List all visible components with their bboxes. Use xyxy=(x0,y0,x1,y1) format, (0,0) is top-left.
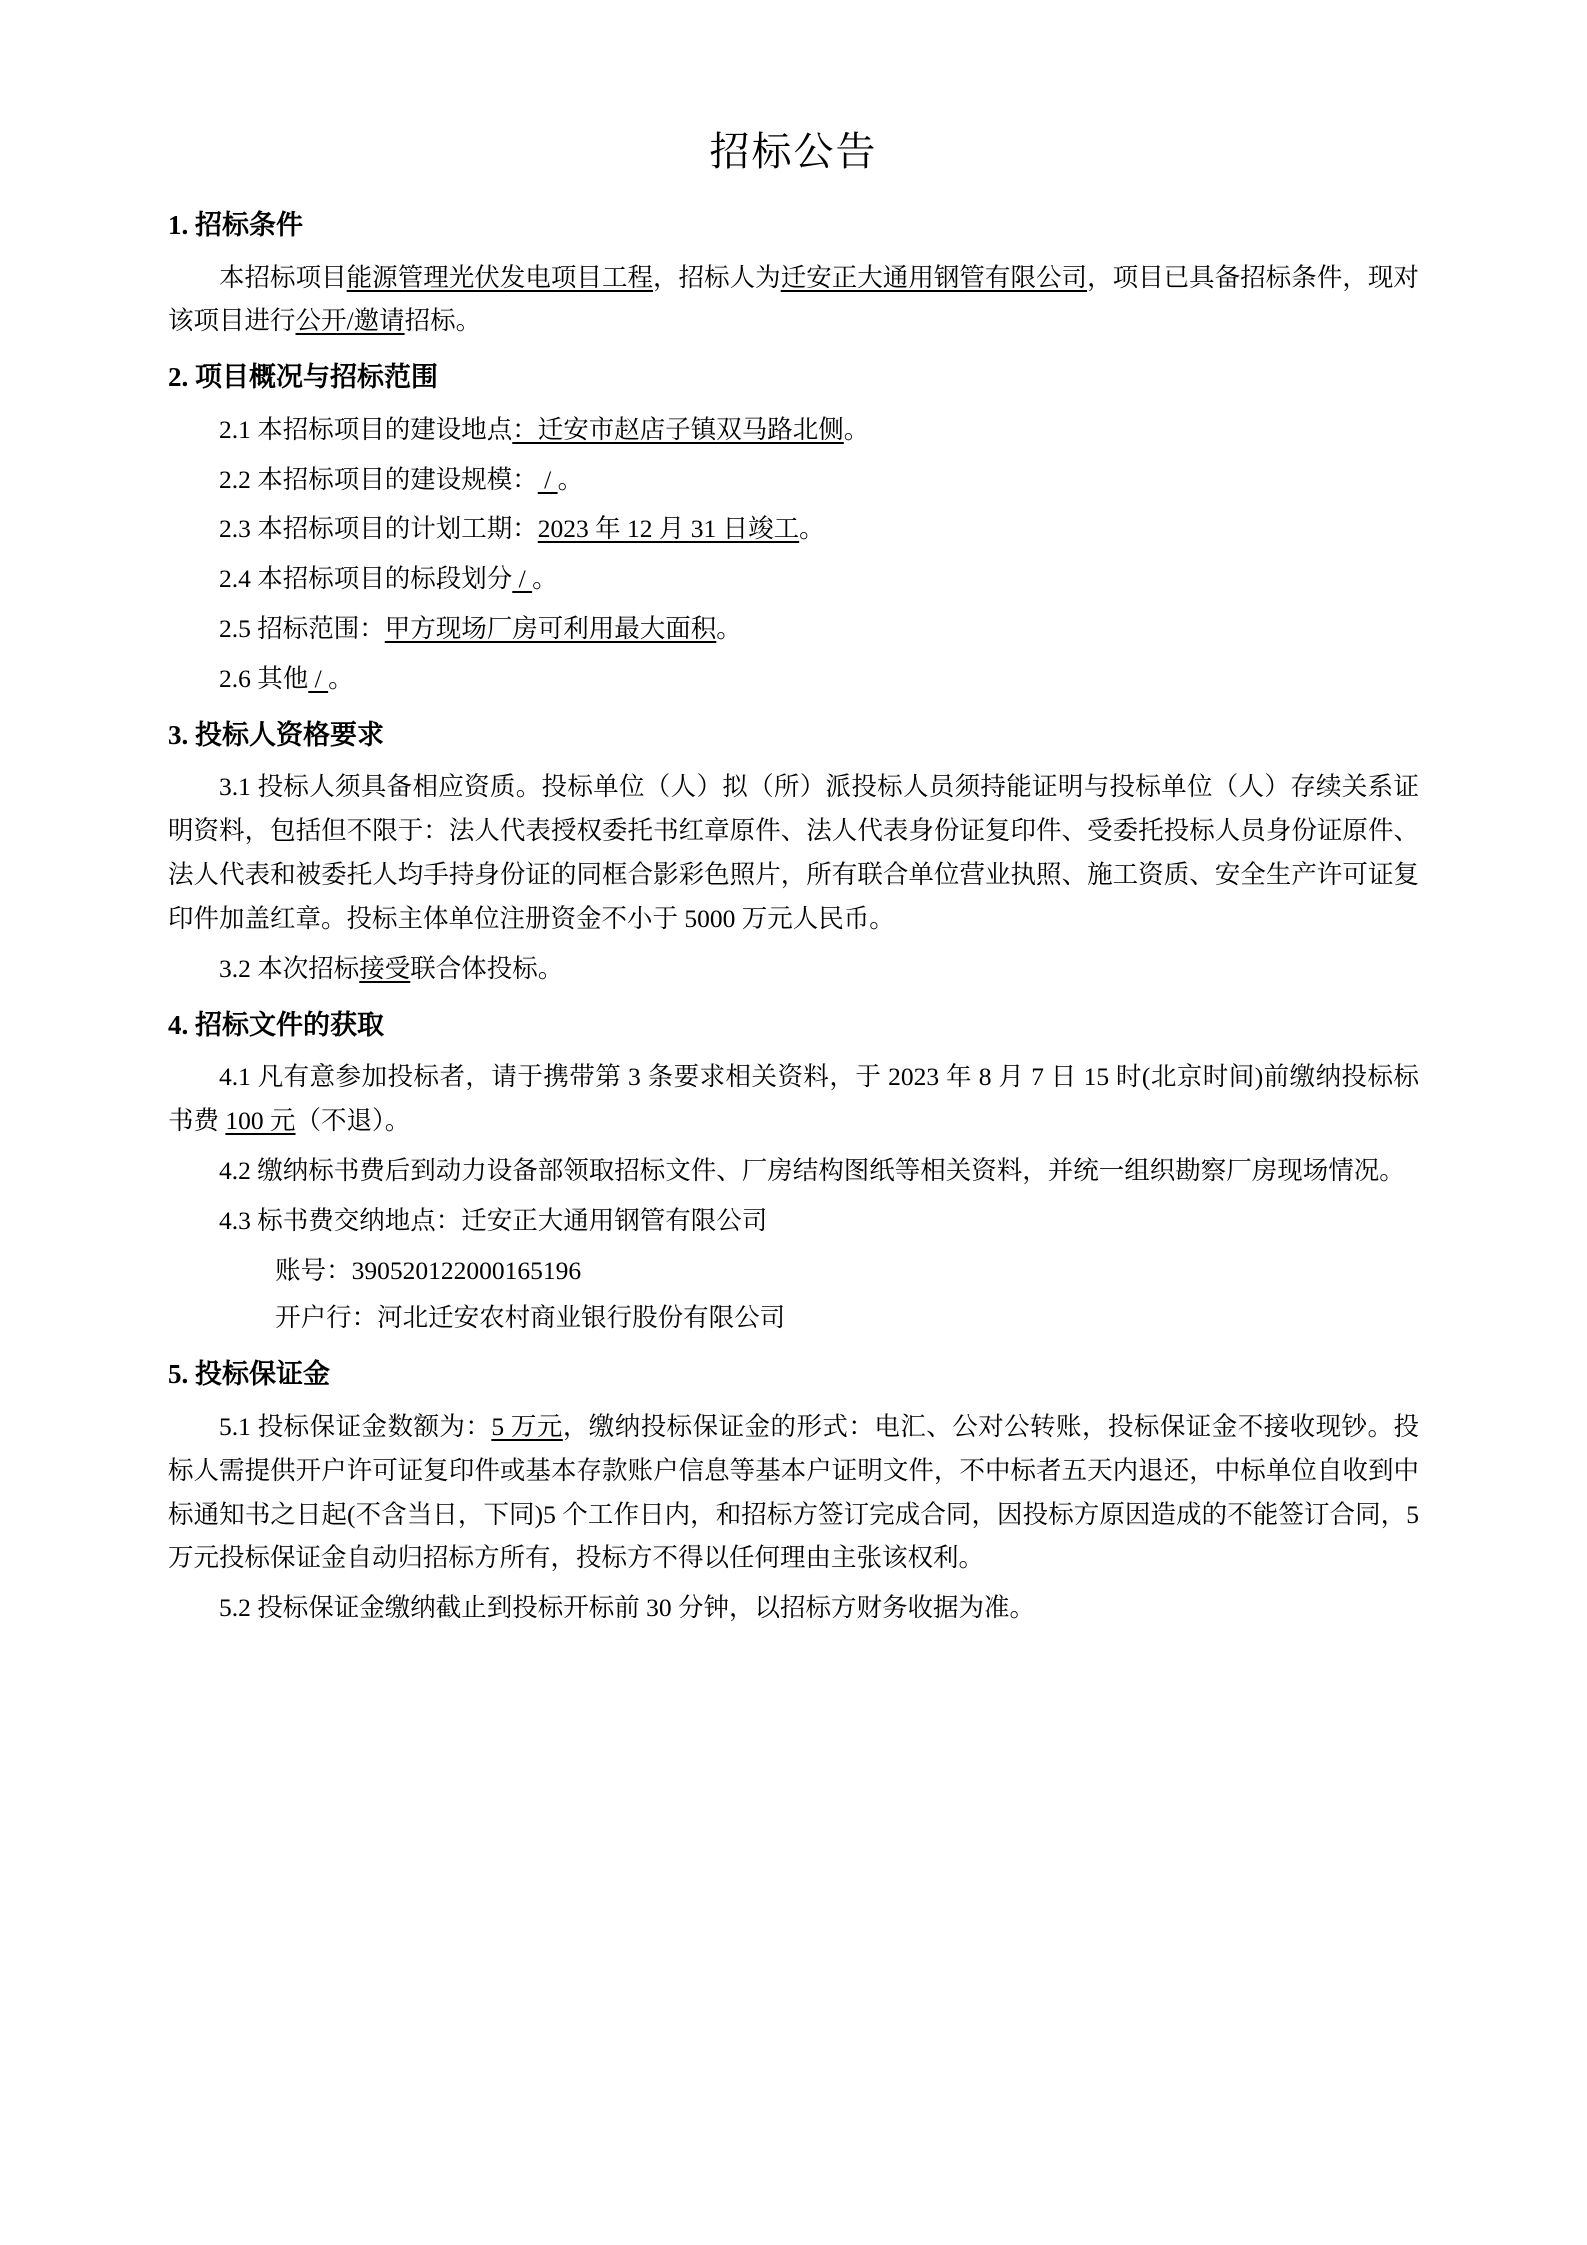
underlined-value: / xyxy=(537,464,558,494)
underlined-value: 100 元 xyxy=(225,1106,296,1136)
text-run: ，缴纳投标保证金的形式：电汇、公对公转账，投标保证金不接收现钞。投标人需提供开户许可证复印件或基本存款账户信息等基本户证明文件，不中标者五天内退还，中标单位自收到中标通知书之日起(不含当日，下同)5 个工作日内，和招标方签订完成合同，因投标方原因造成的不能签订合同，5 万元投标保证金自动归招标方所有，投标方不得以任何理由主张该权利。 xyxy=(168,1411,1419,1573)
document-body xyxy=(168,205,1419,1630)
underlined-value: / xyxy=(308,664,329,694)
underlined-value: 能源管理光伏发电项目工程 xyxy=(346,262,654,292)
section-heading: 2. 项目概况与招标范围 xyxy=(168,362,438,393)
paragraph xyxy=(168,1405,1419,1580)
text-run: 2.1 本招标项目的建设地点 xyxy=(219,414,513,444)
sub-line: 开户行：河北迁安农村商业银行股份有限公司 xyxy=(275,1303,786,1333)
paragraph xyxy=(168,1586,1419,1630)
text-run: 。 xyxy=(843,414,870,444)
text-run: 3.2 本次招标 xyxy=(219,953,360,983)
text-run: 3.1 投标人须具备相应资质。投标单位（人）拟（所）派投标人员须持能证明与投标单位（人）存续关系证明资料，包括但不限于：法人代表授权委托书红章原件、法人代表身份证复印件、受委托投标人员身份证原件、法人代表和被委托人均手持身份证的同框合影彩色照片，所有联合单位营业执照、施工资质、安全生产许可证复印件加盖红章。投标主体单位注册资金不小于 5000 万元人民币。 xyxy=(168,772,1419,933)
text-run: ，招标人为 xyxy=(653,262,781,292)
paragraph xyxy=(168,256,1419,344)
text-run: （不退）。 xyxy=(295,1106,411,1136)
paragraph xyxy=(168,765,1419,940)
underlined-value: / xyxy=(512,564,533,594)
underlined-value: 甲方现场厂房可利用最大面积 xyxy=(384,614,717,644)
paragraph xyxy=(168,1199,1419,1243)
text-run: 。 xyxy=(557,464,584,494)
text-run: ，项目已具备招标条件，现对该项目进行 xyxy=(168,262,1419,336)
text-run: 。 xyxy=(328,664,354,694)
text-run: 。 xyxy=(532,564,558,594)
paragraph xyxy=(168,507,1419,551)
paragraph xyxy=(168,947,1419,991)
text-run: 本招标项目 xyxy=(219,262,347,292)
underlined-value: 2023 年 12 月 31 日竣工 xyxy=(537,514,800,544)
text-run: 5.2 投标保证金缴纳截止到投标开标前 30 分钟，以招标方财务收据为准。 xyxy=(219,1593,1036,1623)
sub-line: 账号：390520122000165196 xyxy=(275,1255,582,1285)
underlined-value: 5 万元 xyxy=(491,1411,563,1441)
text-run: 2.4 本招标项目的标段划分 xyxy=(219,564,513,594)
text-run: 2.3 本招标项目的计划工期： xyxy=(219,514,538,544)
section-heading: 5. 投标保证金 xyxy=(168,1359,330,1390)
text-run: 。 xyxy=(799,514,825,544)
paragraph xyxy=(168,657,1419,701)
text-run: 。 xyxy=(716,614,742,644)
paragraph xyxy=(168,1055,1419,1143)
text-run: 招标。 xyxy=(404,306,482,336)
paragraph xyxy=(168,408,1419,452)
text-run: 4.3 标书费交纳地点：迁安正大通用钢管有限公司 xyxy=(219,1205,768,1235)
section-heading: 4. 招标文件的获取 xyxy=(168,1009,384,1040)
text-run: 2.2 本招标项目的建设规模： xyxy=(219,464,538,494)
paragraph xyxy=(168,458,1419,502)
paragraph xyxy=(168,607,1419,651)
text-run: 4.1 凡有意参加投标者，请于携带第 3 条要求相关资料，于 2023 年 8 月 7 日 15 时(北京时间)前缴纳投标标书费 xyxy=(168,1062,1419,1136)
text-run: 2.6 其他 xyxy=(219,664,309,694)
text-run: 5.1 投标保证金数额为： xyxy=(219,1411,492,1441)
underlined-value: ：迁安市赵店子镇双马路北侧 xyxy=(512,414,844,444)
text-run: 4.2 缴纳标书费后到动力设备部领取招标文件、厂房结构图纸等相关资料，并统一组织勘察厂房现场情况。 xyxy=(219,1155,1405,1185)
text-run: 2.5 招标范围： xyxy=(219,614,385,644)
section-heading: 1. 招标条件 xyxy=(168,210,303,240)
page-title: 招标公告 xyxy=(709,129,878,174)
paragraph xyxy=(168,557,1419,601)
underlined-value: 公开/邀请 xyxy=(295,306,405,336)
text-run: 联合体投标。 xyxy=(410,953,564,983)
underlined-value: 迁安正大通用钢管有限公司 xyxy=(780,262,1088,292)
section-heading: 3. 投标人资格要求 xyxy=(168,719,384,750)
paragraph xyxy=(168,1149,1419,1193)
underlined-value: 接受 xyxy=(359,953,411,983)
